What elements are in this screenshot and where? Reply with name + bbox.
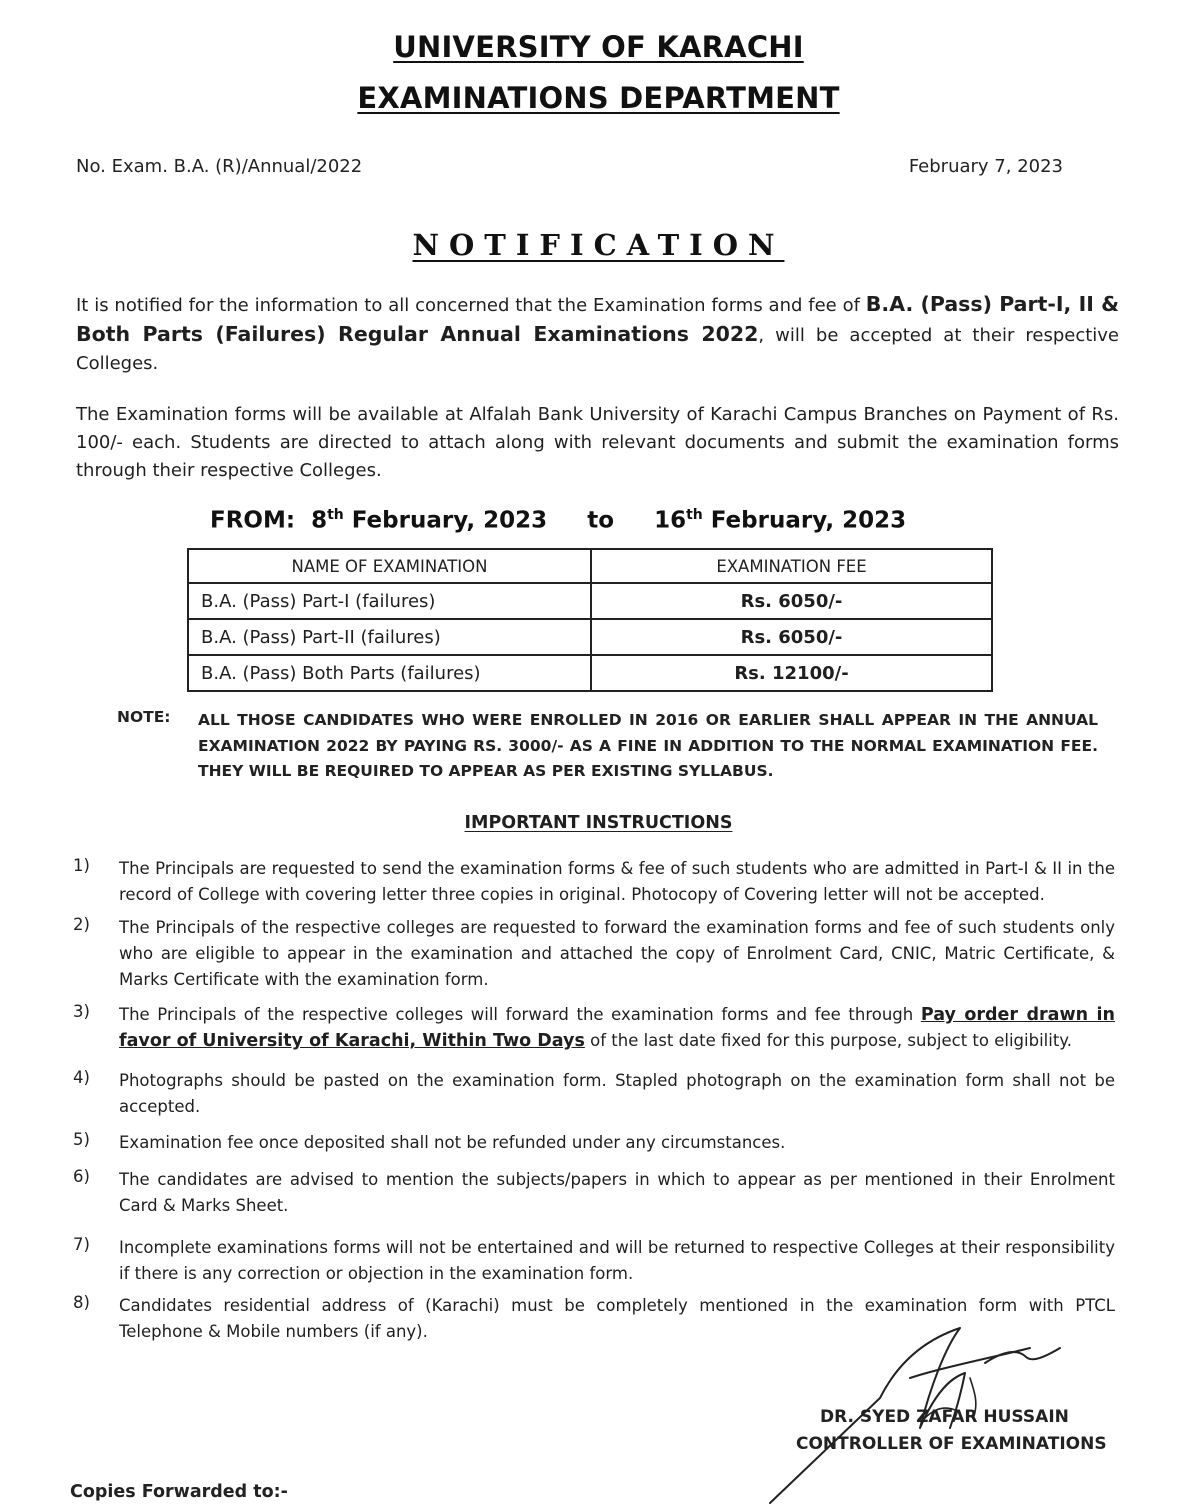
from-day: 8 [311, 507, 328, 534]
instruction-text: Incomplete examinations forms will not be entertained and will be returned to respective Colleges at their responsibility if there is any correction or objection in the examination form. [119, 1238, 1115, 1283]
notification-heading: NOTIFICATION [412, 228, 785, 262]
paragraph-intro-text: It is notified for the information to all concerned that the Examination forms and fee of [76, 295, 860, 316]
exam-fee-cell: Rs. 6050/- [591, 619, 992, 655]
instruction-text: The Principals are requested to send the examination forms & fee of such students who are admitted in Part-I & II in the record of College with covering letter three copies in original. Photocopy of Covering letter will not be accepted. [119, 859, 1115, 904]
paragraph-forms-availability: The Examination forms will be available at Alfalah Bank University of Karachi Campus Branches on Payment of Rs. 100/- each. Students are directed to attach along with relevant documents and submit the examination forms through their respective Colleges. [76, 404, 1119, 481]
exam-name-cell: B.A. (Pass) Both Parts (failures) [188, 655, 591, 691]
notice-date: February 7, 2023 [908, 156, 1063, 177]
exam-name-cell: B.A. (Pass) Part-I (failures) [188, 583, 591, 619]
column-header-exam-fee: EXAMINATION FEE [591, 549, 992, 583]
exam-name-highlight: B.A. (Pass) Part-I, II & Both Parts (Failures) Regular Annual Examinations 2022 [76, 292, 1119, 346]
table-row [188, 655, 992, 691]
instruction-number: 7) [73, 1235, 90, 1254]
to-month-year: February, 2023 [710, 507, 907, 534]
from-day-suffix: th [327, 507, 344, 523]
submission-period [210, 507, 906, 534]
note-label: NOTE: [117, 708, 171, 726]
exam-fee-cell: Rs. 12100/- [591, 655, 992, 691]
instruction-number: 8) [73, 1293, 90, 1312]
instruction-number: 6) [73, 1167, 90, 1186]
table-row [188, 583, 992, 619]
instruction-number: 2) [73, 915, 90, 934]
instruction-number: 5) [73, 1130, 90, 1149]
to-label: to [587, 507, 615, 534]
instruction-text-part: The Principals of the respective colleges will forward the examination forms and fee through [119, 1005, 921, 1024]
instruction-text-part: of the last date fixed for this purpose, subject to eligibility. [584, 1031, 1072, 1050]
signatory-title: CONTROLLER OF EXAMINATIONS [796, 1434, 1107, 1454]
to-day-suffix: th [686, 507, 703, 523]
instruction-text: Examination fee once deposited shall not be refunded under any circumstances. [119, 1133, 786, 1152]
university-title: UNIVERSITY OF KARACHI [393, 30, 804, 64]
column-header-exam-name: NAME OF EXAMINATION [188, 549, 591, 583]
paragraph-intro [76, 290, 1119, 378]
signatory-name: DR. SYED ZAFAR HUSSAIN [820, 1407, 1069, 1427]
reference-number: No. Exam. B.A. (R)/Annual/2022 [76, 156, 363, 177]
to-day: 16 [654, 507, 687, 534]
pay-order-emphasis: Pay order drawn in favor of University of Karachi, Within Two Days [119, 1005, 1115, 1051]
department-title: EXAMINATIONS DEPARTMENT [357, 81, 840, 115]
instruction-text: Candidates residential address of (Karachi) must be completely mentioned in the examination form with PTCL Telephone & Mobile numbers (if any). [119, 1296, 1115, 1341]
exam-fee-cell: Rs. 6050/- [591, 583, 992, 619]
fee-table [187, 548, 993, 692]
table-row [188, 619, 992, 655]
note-text: ALL THOSE CANDIDATES WHO WERE ENROLLED IN 2016 OR EARLIER SHALL APPEAR IN THE ANNUAL EXAMINATION 2022 BY PAYING RS. 3000/- AS A FINE IN ADDITION TO THE NORMAL EXAMINATION FEE. THEY WILL BE REQUIRED TO APPEAR AS PER EXISTING SYLLABUS. [198, 711, 1098, 780]
instruction-number: 1) [73, 856, 90, 875]
instruction-text [119, 1002, 1115, 1054]
instruction-text: Photographs should be pasted on the examination form. Stapled photograph on the examination form shall not be accepted. [119, 1071, 1115, 1116]
instruction-number: 4) [73, 1068, 90, 1087]
instruction-number: 3) [73, 1002, 90, 1021]
instruction-text: The Principals of the respective colleges are requested to forward the examination forms and fee of such students only who are eligible to appear in the examination and attached the copy of Enrolment Card, CNIC, Matric Certificate, & Marks Certificate with the examination form. [119, 918, 1115, 989]
paragraph-intro-outro: , will be accepted at their respective Colleges. [76, 325, 1120, 374]
from-month-year: February, 2023 [351, 507, 548, 534]
from-label: FROM: [210, 507, 296, 534]
exam-name-cell: B.A. (Pass) Part-II (failures) [188, 619, 591, 655]
copies-forwarded: Copies Forwarded to:- [70, 1482, 288, 1502]
fee-table-header-row [188, 549, 992, 583]
instruction-text: The candidates are advised to mention the subjects/papers in which to appear as per mentioned in their Enrolment Card & Marks Sheet. [119, 1170, 1115, 1215]
instructions-heading: IMPORTANT INSTRUCTIONS [464, 813, 733, 833]
